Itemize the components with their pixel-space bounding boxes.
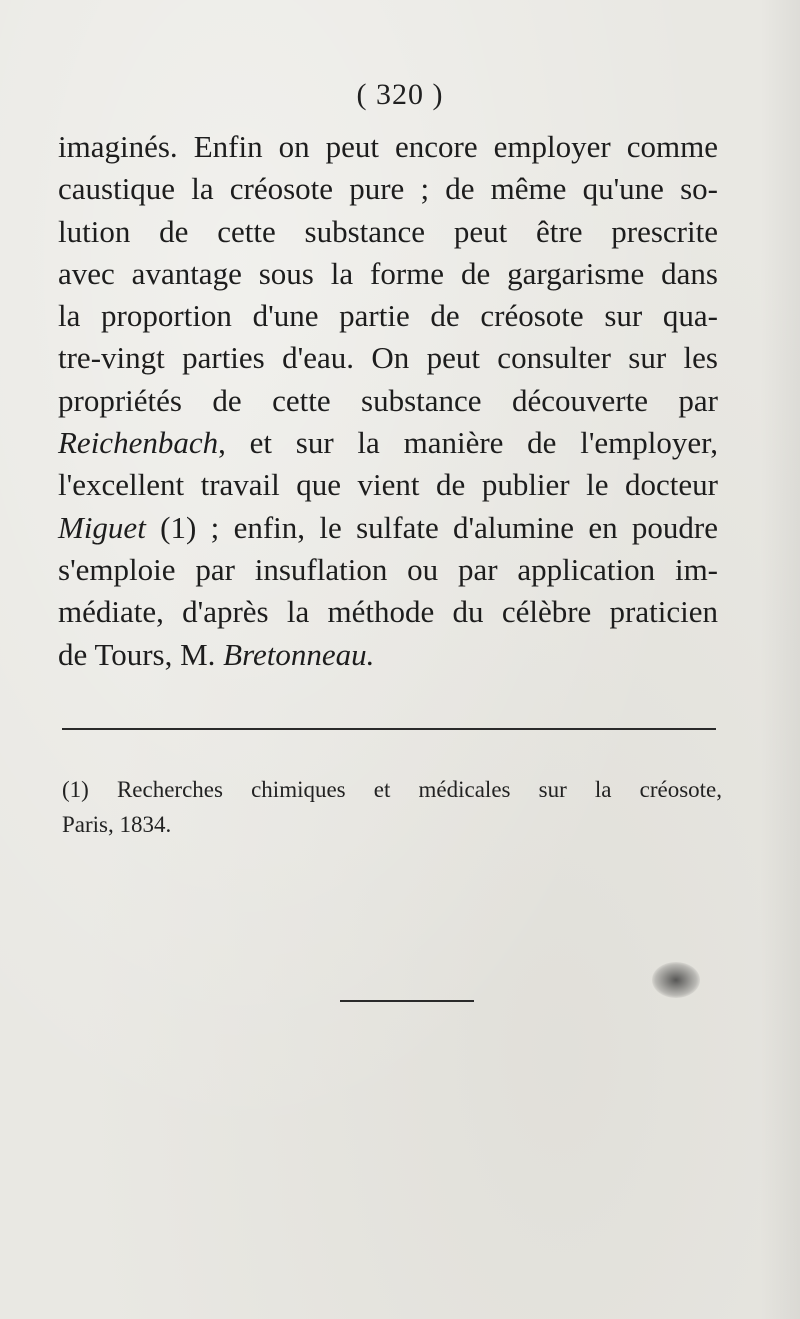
footnote-separator	[62, 728, 716, 730]
footnote	[62, 772, 722, 842]
body-text	[58, 126, 718, 676]
body-line-rest: , et sur la manière de l'employer,	[218, 425, 718, 461]
footnote-line: (1) Recherches chimiques et médicales sur la créosote,	[62, 777, 722, 802]
body-line	[58, 634, 718, 676]
body-line: tre-vingt parties d'eau. On peut consulter sur les	[58, 340, 718, 376]
footnote-line: Paris, 1834.	[62, 812, 172, 837]
end-ornament-rule	[340, 1000, 474, 1002]
author-name-reichenbach: Reichenbach	[58, 425, 219, 461]
author-name-miguet: Miguet	[58, 509, 146, 545]
body-line	[58, 507, 718, 549]
body-line: lution de cette substance peut être prescrite	[58, 213, 718, 249]
body-line: s'emploie par insuflation ou par application im-	[58, 551, 718, 587]
author-name-bretonneau: Bretonneau.	[223, 636, 375, 672]
body-line: avec avantage sous la forme de gargarisme dans	[58, 255, 718, 291]
body-line: l'excellent travail que vient de publier le docteur	[58, 467, 718, 503]
body-line-rest: (1) ; enfin, le sulfate d'alumine en poudre	[145, 509, 718, 545]
page-number: ( 320 )	[356, 78, 444, 111]
body-line: caustique la créosote pure ; de même qu'une so-	[58, 171, 718, 207]
body-line	[58, 422, 718, 464]
body-line-prefix: de Tours, M.	[58, 636, 224, 672]
body-line: la proportion d'une partie de créosote sur qua-	[58, 298, 718, 334]
body-line: propriétés de cette substance découverte par	[58, 382, 718, 418]
body-line: imaginés. Enfin on peut encore employer comme	[58, 129, 718, 164]
body-line: médiate, d'après la méthode du célèbre praticien	[58, 594, 718, 630]
page-edge-shadow	[760, 0, 800, 1319]
ink-stain	[652, 962, 700, 998]
